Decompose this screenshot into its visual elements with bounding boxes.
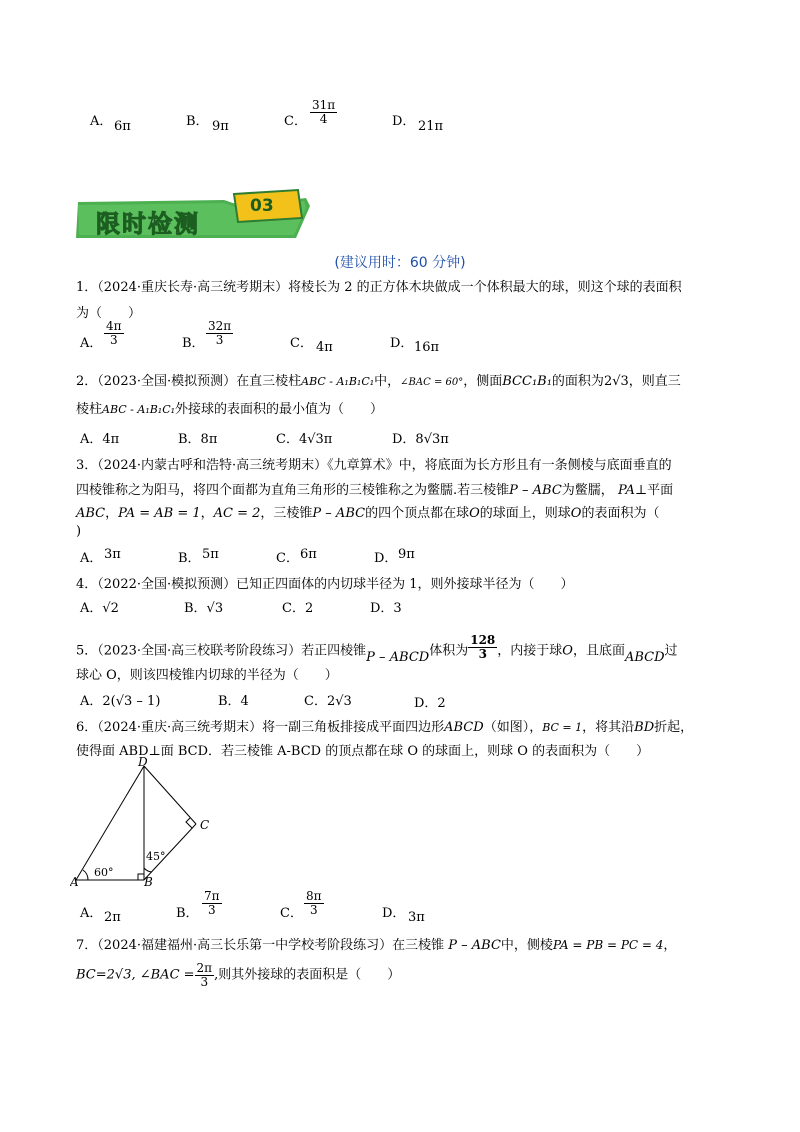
edge-AD [76,766,144,880]
q4-a: A．√2 [80,601,119,616]
q3-line2: 四棱锥称之为阳马，将四个面都为直角三角形的三棱锥称之为鳖臑.若三棱锥P – ABC为鳖臑， PA⊥平面 [76,483,674,498]
q3-line1: 3．（2024·内蒙古呼和浩特·高三统考期末）《九章算术》中，将底面为长方形且有一条侧棱与底面垂直的 [76,458,672,473]
q1-d-value: 16π [414,340,440,355]
q6-a-value: 2π [104,910,121,925]
q3-b-value: 5π [202,547,219,562]
q1-d-label: D． [390,336,414,351]
q7-line2: BC=2√3, ∠BAC = $\frac{2\pi}{3}$ ,则其外接球的表面积是（ ） [76,961,401,989]
q3-c-value: 6π [300,547,317,562]
q5-a: A．2(√3 – 1) [80,694,161,709]
arc-45 [144,868,152,872]
q3-line4: ) [76,524,82,539]
option-c-fraction: $\frac{31\pi}{4}$ [312,98,336,126]
q1-a-label: A． [80,336,103,351]
edge-DC [144,766,196,824]
q5-b: B．4 [218,694,249,709]
banner-number: 03 [250,196,274,216]
q4-d: D．3 [370,601,402,616]
q7-line1: 7．（2024·福建福州·高三长乐第一中学校考阶段练习）在三棱锥 P – ABC中，侧棱PA = PB = PC = 4， [76,938,677,953]
q5-line2: 球心 O，则该四棱锥内切球的半径为（ ） [76,668,338,683]
q6-c-label: C． [280,906,303,921]
q4-c: C．2 [282,601,314,616]
q3-line3: ABC，PA = AB = 1，AC = 2，三棱锥P – ABC的四个顶点都在球O的球面上，则球O的表面积为（ [76,506,660,521]
q6-b-label: B． [176,906,199,921]
label-A: A [70,875,79,888]
label-C: C [200,818,210,832]
q1-b-frac: $\frac{32\pi}{3}$ [208,319,232,347]
option-b-label: B． [186,114,209,129]
q3-b-label: B． [178,551,201,566]
q2-line2: 棱柱ABC - A₁B₁C₁外接球的表面积的最小值为（ ） [76,402,384,417]
option-c-label: C． [284,114,307,129]
q4-b: B．√3 [184,601,224,616]
q6-b-frac: $\frac{7\pi}{3}$ [204,889,220,917]
q2-c: C．4√3π [276,432,333,447]
q2-a: A．4π [80,432,120,447]
q6-line1: 6．（2024·重庆·高三统考期末）将一副三角板排接成平面四边形ABCD（如图），BC = 1，将其沿BD折起， [76,720,694,735]
q1-a-frac: $\frac{4\pi}{3}$ [106,319,122,347]
q3-a-label: A． [80,551,103,566]
q6-d-label: D． [382,906,406,921]
q2-line1: 2．（2023·全国·模拟预测）在直三棱柱ABC - A₁B₁C₁中，∠BAC = 60°，侧面BCC₁B₁的面积为2√3，则直三 [76,374,681,389]
label-D: D [138,756,148,769]
option-a-label: A． [90,114,113,129]
q1-line2: 为（ ） [76,306,142,321]
q3-c-label: C． [276,551,299,566]
option-b-value: 9π [212,119,229,134]
q2-b: B．8π [178,432,218,447]
option-d-label: D． [392,114,416,129]
label-45: 45° [146,850,166,863]
banner-title: 限时检测 [96,210,200,238]
q5-c: C．2√3 [304,694,352,709]
q6-figure [70,756,220,888]
section-banner [74,188,312,240]
q1-c-value: 4π [316,340,333,355]
time-note: (建议用时：60 分钟) [334,255,466,271]
q6-a-label: A． [80,906,103,921]
q1-b-label: B． [182,336,205,351]
option-a-value: 6π [114,119,131,134]
label-60: 60° [94,866,114,879]
right-angle-C [186,818,192,828]
q1-c-label: C． [290,336,313,351]
q2-d: D．8√3π [392,432,449,447]
q4-line1: 4．（2022·全国·模拟预测）已知正四面体的内切球半径为 1，则外接球半径为（ ） [76,577,574,592]
option-d-value: 21π [418,119,444,134]
q6-d-value: 3π [408,910,425,925]
q6-line2: 使得面 ABD⊥面 BCD．若三棱锥 A-BCD 的顶点都在球 O 的球面上，则球 O 的表面积为（ ） [76,744,650,759]
q3-d-label: D． [374,551,398,566]
q3-d-value: 9π [398,547,415,562]
label-B: B [144,875,153,888]
q5-line1: 5．（2023·全国·高三校联考阶段练习）若正四棱锥P – ABCD体积为 $\frac{128}{3}$ ，内接于球O，且底面ABCD过 [76,633,678,665]
q1-line1: 1．（2024·重庆长寿·高三统考期末）将棱长为 2 的正方体木块做成一个体积最大的球，则这个球的表面积 [76,280,682,295]
arc-60 [83,870,88,880]
q6-c-frac: $\frac{8\pi}{3}$ [306,889,322,917]
q5-d: D．2 [414,696,446,711]
q3-a-value: 3π [104,547,121,562]
